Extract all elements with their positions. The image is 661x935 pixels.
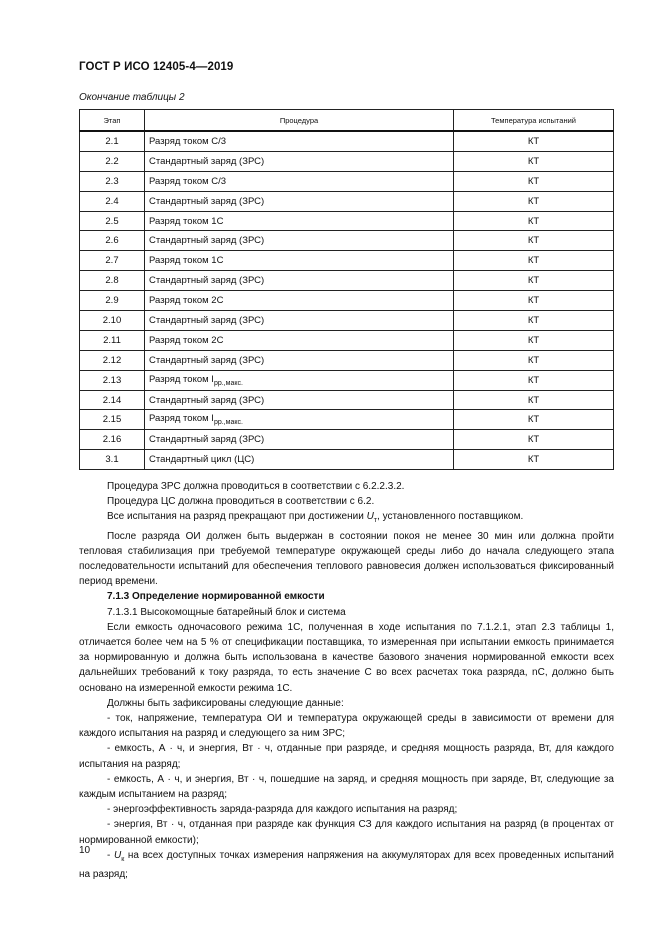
procedure-cell: Разряд током C/3 [145,131,454,151]
section-heading: 7.1.3 Определение нормированной емкости [107,591,325,603]
temperature-cell: КТ [454,330,614,350]
procedure-cell: Разряд током $I_{рр.,макс.}$ [145,370,454,390]
paragraph: После разряда ОИ должен быть выдержан в состоянии покоя не менее 30 мин или должна пройти тепловая стабилизация при требуемой температуре окружающей среды либо до начала следующего этапа последовательности испытаний для обеспечения теплового равновесия должен использоваться фиксированный период времени. [79,530,614,588]
table-row [80,271,614,291]
column-header-stage: Этап [80,110,145,132]
stage-cell: 2.5 [80,211,145,231]
stage-cell: 2.11 [80,330,145,350]
table-row [80,350,614,370]
stage-cell: 2.8 [80,271,145,291]
list-item: - энергия, Вт · ч, отданная при разряде как функция СЗ для каждого испытания на разряд (в процентах от нормированной емкости); [79,819,614,846]
procedure-cell: Разряд током 1C [145,211,454,231]
temperature-cell: КТ [454,370,614,390]
list-item: - емкость, А · ч, и энергия, Вт · ч, отданные при разряде, и средняя мощность разряда, Вт, для каждого испытания на разряд; [79,743,614,770]
list-item: - $U_к$ на всех доступных точках измерения напряжения на аккумуляторах для всех проведенных испытаний на разряд; [79,849,615,881]
stage-cell: 2.15 [80,410,145,430]
paragraph: Должны быть зафиксированы следующие данные: [107,697,344,709]
stage-cell: 2.12 [80,350,145,370]
table-row [80,410,614,430]
table-row [80,430,614,450]
procedure-cell: Разряд током $I_{рр.,макс.}$ [145,410,454,430]
paragraph: Процедура ЦС должна проводиться в соответствии с 6.2. [107,496,375,508]
table-row [80,330,614,350]
temperature-cell: КТ [454,430,614,450]
temperature-cell: КТ [454,131,614,151]
stage-cell: 2.1 [80,131,145,151]
procedure-cell: Стандартный заряд (ЗРС) [145,151,454,171]
procedure-cell: Стандартный заряд (ЗРС) [145,430,454,450]
procedure-cell: Разряд током 1C [145,251,454,271]
column-header-procedure: Процедура [145,110,454,132]
table-row [80,311,614,331]
stage-cell: 2.7 [80,251,145,271]
temperature-cell: КТ [454,271,614,291]
list-item: - энергоэффективность заряда-разряда для каждого испытания на разряд; [107,804,458,816]
table-row [80,370,614,390]
procedure-cell: Стандартный заряд (ЗРС) [145,390,454,410]
stage-cell: 2.2 [80,151,145,171]
temperature-cell: КТ [454,390,614,410]
procedure-cell: Стандартный заряд (ЗРС) [145,311,454,331]
table-caption: Окончание таблицы 2 [79,92,185,103]
stage-cell: 2.9 [80,291,145,311]
table-row [80,171,614,191]
stage-cell: 2.16 [80,430,145,450]
stage-cell: 2.6 [80,231,145,251]
list-item: - емкость, А · ч, и энергия, Вт · ч, пошедшие на заряд, и средняя мощность при заряде, Вт, следующие за каждым испытанием на разряд; [79,773,614,801]
list-item: - ток, напряжение, температура ОИ и температура окружающей среды в зависимости от времени для каждого испытания на разряд и следующего за ним ЗРС; [79,713,614,740]
table-row [80,131,614,151]
table-row [80,231,614,251]
table-row [80,291,614,311]
temperature-cell: КТ [454,171,614,191]
temperature-cell: КТ [454,350,614,370]
temperature-cell: КТ [454,311,614,331]
temperature-cell: КТ [454,251,614,271]
procedure-cell: Стандартный заряд (ЗРС) [145,350,454,370]
document-header: ГОСТ Р ИСО 12405-4—2019 [79,61,234,73]
temperature-cell: КТ [454,410,614,430]
procedure-cell: Стандартный цикл (ЦС) [145,450,454,470]
page-number: 10 [79,845,91,856]
table-header-row [80,110,614,132]
table-row [80,450,614,470]
temperature-cell: КТ [454,291,614,311]
stage-cell: 3.1 [80,450,145,470]
temperature-cell: КТ [454,211,614,231]
column-header-temperature: Температура испытаний [454,110,614,132]
procedure-cell: Разряд током 2C [145,291,454,311]
procedure-cell: Стандартный заряд (ЗРС) [145,271,454,291]
procedure-cell: Стандартный заряд (ЗРС) [145,231,454,251]
table-row [80,211,614,231]
temperature-cell: КТ [454,151,614,171]
table-row [80,191,614,211]
stage-cell: 2.3 [80,171,145,191]
table-row [80,390,614,410]
temperature-cell: КТ [454,450,614,470]
paragraph: Все испытания на разряд прекращают при достижении $U_т$, установленного поставщиком. [107,511,524,525]
procedure-table [79,109,614,470]
subsection-heading: 7.1.3.1 Высокомощные батарейный блок и система [107,606,346,618]
stage-cell: 2.14 [80,390,145,410]
body-text [79,479,614,882]
table-row [80,251,614,271]
temperature-cell: КТ [454,191,614,211]
procedure-cell: Разряд током C/3 [145,171,454,191]
temperature-cell: КТ [454,231,614,251]
stage-cell: 2.10 [80,311,145,331]
procedure-cell: Стандартный заряд (ЗРС) [145,191,454,211]
procedure-cell: Разряд током 2C [145,330,454,350]
paragraph: Процедура ЗРС должна проводиться в соответствии с 6.2.2.3.2. [107,481,405,492]
paragraph: Если емкость одночасового режима 1C, полученная в ходе испытания по 7.1.2.1, этап 2.3 таблицы 1, отличается более чем на 5 % от спецификации поставщика, то измеренная при испытании емкость принимается за нормированную и должна быть использована в качестве базового значения нормированной емкости всех дальнейших требований к току разряда, то есть значение C во всех расчетах тока разряда, nC, должно быть основано на измеренной емкости режима 1C. [79,621,614,694]
stage-cell: 2.4 [80,191,145,211]
stage-cell: 2.13 [80,370,145,390]
table-row [80,151,614,171]
